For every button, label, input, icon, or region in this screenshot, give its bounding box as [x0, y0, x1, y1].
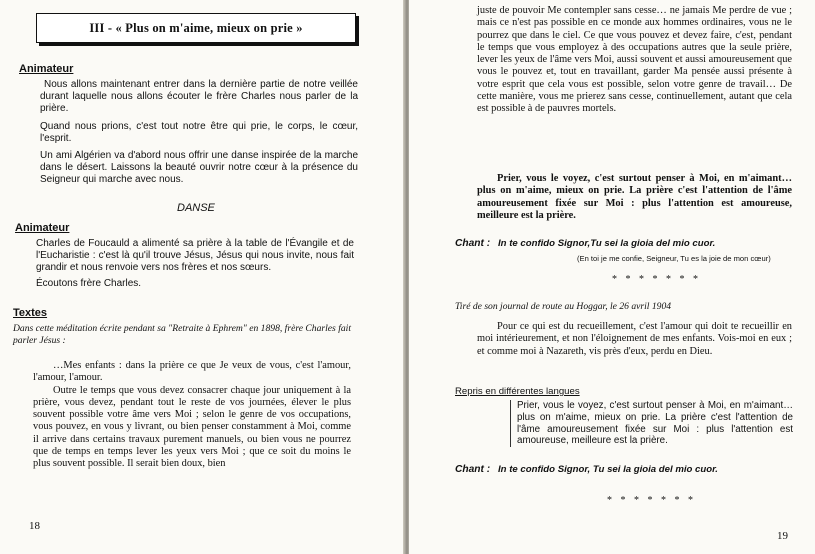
page-number-right: 19	[777, 530, 788, 542]
quote-text	[33, 360, 351, 471]
animateur-1-paragraph: Quand nous prions, c'est tout notre être qui prie, le corps, le cœur, l'esprit.	[40, 120, 358, 144]
page-number-left: 18	[29, 520, 40, 532]
chant-2-label: Chant :	[455, 464, 491, 475]
animateur-1-paragraph: Un ami Algérien va d'abord nous offrir une danse inspirée de la marche dans le désert. Laissons la beauté ouvrir notre cœur à la présence du Seigneur qui marche avec nous.	[40, 150, 358, 186]
repris-heading: Repris en différentes langues	[455, 386, 580, 397]
animateur-2-text	[36, 238, 354, 290]
continuation-text: juste de pouvoir Me contempler sans cesse… ne jamais Me perdre de vue ; mais ce n'est pas possible en ce monde aux hommes ordinaires, vous ne le pourrez que dans le ciel. Ce que vous pouvez et devez faire, c'est, pendant le temps que vous employez à des occupations autres que la seule prière, lever les yeux de l'âme vers Moi, aussi souvent et aussi amoureusement que vous le pouvez et, tout en travaillant, garder Ma pensée aussi présente à votre esprit que cela vous est possible, selon votre genre de travail… De cette manière, vous me prierez sans cesse, continuellement, autant que cela est possible à de pauvres mortels.	[477, 5, 792, 115]
source-line: Tiré de son journal de route au Hoggar, le 26 avril 1904	[455, 301, 672, 312]
textes-intro: Dans cette méditation écrite pendant sa "Retraite à Ephrem" en 1898, frère Charles fait parler Jésus :	[13, 323, 351, 346]
hoggar-paragraph: Pour ce qui est du recueillement, c'est l'amour qui doit te recueillir en moi intérieurement, et non l'éloignement de mes enfants. Vois-moi en eux ; et comme moi à Nazareth, vis près d'eux, perdu en Dieu.	[477, 321, 792, 357]
bold-paragraph: Prier, vous le voyez, c'est surtout penser à Moi, en m'aimant… plus on m'aime, mieux on prie. La prière c'est l'attention de l'âme amoureusement fixée sur Moi : plus l'attention est amoureuse, meilleure est la prière.	[477, 173, 792, 222]
animateur-1-paragraph: Nous allons maintenant entrer dans la dernière partie de notre veillée durant laquelle nous allons écouter le frère Charles nous parler de la prière.	[40, 79, 358, 115]
animateur-1-text	[40, 79, 358, 187]
quote-paragraph: …Mes enfants : dans la prière ce que Je veux de vous, c'est l'amour, l'amour, l'amour.	[33, 360, 351, 384]
heading-animateur-2: Animateur	[15, 222, 70, 234]
repris-text: Prier, vous le voyez, c'est surtout penser à Moi, en m'aimant… plus on m'aime, mieux on prie. La prière c'est l'attention de l'âme amoureusement fixée sur Moi : plus l'attention est amoureuse, meilleure est la prière.	[510, 400, 793, 447]
chant-1-text: In te confido Signor,Tu sei la gioia del mio cuor.	[498, 238, 716, 249]
quote-paragraph: Outre le temps que vous devez consacrer chaque jour uniquement à la prière, vous devez, pendant tout le reste de vos journées, élever le plus souvent possible votre âme vers Moi ; selon le genre de vos occupations, vous pouvez, en vous y livrant, ou bien penser constamment à Moi, comme il arrive dans certains travaux purement manuels, ou bien vous ne pourrez que de temps en temps lever les yeux vers Moi ; que ce soit du moins le plus souvent possible. Il serait bien doux, bien	[33, 384, 351, 470]
section-title: III - « Plus on m'aime, mieux on prie »	[36, 13, 356, 43]
heading-textes: Textes	[13, 307, 48, 319]
right-page	[409, 0, 815, 554]
heading-animateur-1: Animateur	[19, 63, 74, 75]
separator-1: * * * * * * *	[612, 274, 701, 285]
chant-2-text: In te confido Signor, Tu sei la gioia del mio cuor.	[498, 464, 718, 475]
separator-2: * * * * * * *	[607, 495, 696, 506]
left-page	[0, 0, 405, 554]
animateur-2-paragraph: Écoutons frère Charles.	[36, 277, 142, 289]
danse-label: DANSE	[177, 202, 215, 214]
animateur-2-paragraph: Charles de Foucauld a alimenté sa prière à la table de l'Évangile et de l'Eucharistie : c'est là qu'il trouve Jésus, Jésus qui nous invite, nous fait grandir et nous renvoie vers nos frères et nos sœurs.	[36, 238, 354, 274]
chant-1-translation: (En toi je me confie, Seigneur, Tu es la joie de mon cœur)	[577, 254, 771, 263]
chant-1-label: Chant :	[455, 238, 491, 249]
